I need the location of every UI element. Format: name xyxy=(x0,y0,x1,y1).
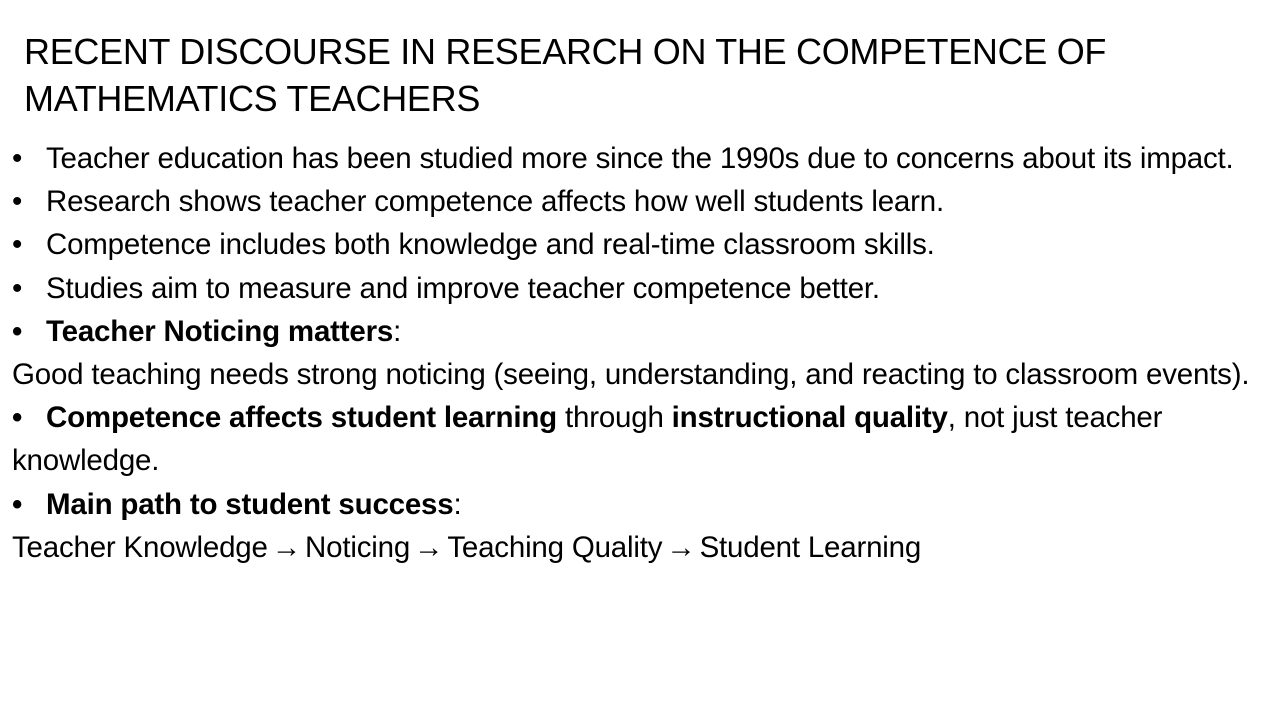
arrow-icon: → xyxy=(271,530,302,564)
bullet-item-noticing xyxy=(12,310,1252,353)
arrow-icon: → xyxy=(414,530,444,564)
title-line-2: MATHEMATICS TEACHERS xyxy=(24,78,481,119)
bullet-item xyxy=(12,223,1252,266)
bullet-dot: • xyxy=(12,271,23,305)
slide-body xyxy=(12,137,1252,569)
bullet-item xyxy=(12,267,1252,310)
slide-title xyxy=(24,28,1224,122)
competence-bold-2: instructional quality xyxy=(671,401,948,435)
competence-tail: , not just teacher knowledge. xyxy=(12,401,1163,478)
bullet-item-competence xyxy=(12,396,1252,482)
noticing-colon: : xyxy=(393,314,402,348)
bullet-item xyxy=(12,180,1252,223)
path-step: Noticing xyxy=(305,530,411,564)
bullet-text: Competence includes both knowledge and real-time classroom skills. xyxy=(46,228,935,262)
bullet-text: Studies aim to measure and improve teacher competence better. xyxy=(46,271,880,305)
bullet-item xyxy=(12,137,1252,180)
bullet-item-path xyxy=(12,483,1252,526)
bullet-dot: • xyxy=(12,185,23,219)
arrow-icon: → xyxy=(666,530,696,564)
path-colon: : xyxy=(453,487,462,521)
bullet-text: Research shows teacher competence affects how well students learn. xyxy=(46,185,944,219)
bullet-dot: • xyxy=(12,487,23,521)
bullet-dot: • xyxy=(12,142,23,175)
path-heading: Main path to student success xyxy=(46,487,454,521)
path-step: Teaching Quality xyxy=(447,530,663,564)
noticing-heading: Teacher Noticing matters xyxy=(46,314,394,348)
bullet-text: Teacher education has been studied more since the 1990s due to concerns about its impact. xyxy=(46,142,1234,175)
noticing-text: Good teaching needs strong noticing (seeing, understanding, and reacting to classroom events). xyxy=(12,358,1250,392)
competence-bold-1: Competence affects student learning xyxy=(46,401,557,435)
bullet-dot: • xyxy=(12,228,23,262)
path-step: Student Learning xyxy=(699,530,922,564)
bullet-dot: • xyxy=(12,314,23,348)
competence-mid: through xyxy=(557,401,672,435)
title-line-1: RECENT DISCOURSE IN RESEARCH ON THE COMPETENCE OF xyxy=(24,31,1107,72)
bullet-dot: • xyxy=(12,401,23,435)
path-step: Teacher Knowledge xyxy=(12,530,268,564)
path-flow xyxy=(12,526,1252,569)
